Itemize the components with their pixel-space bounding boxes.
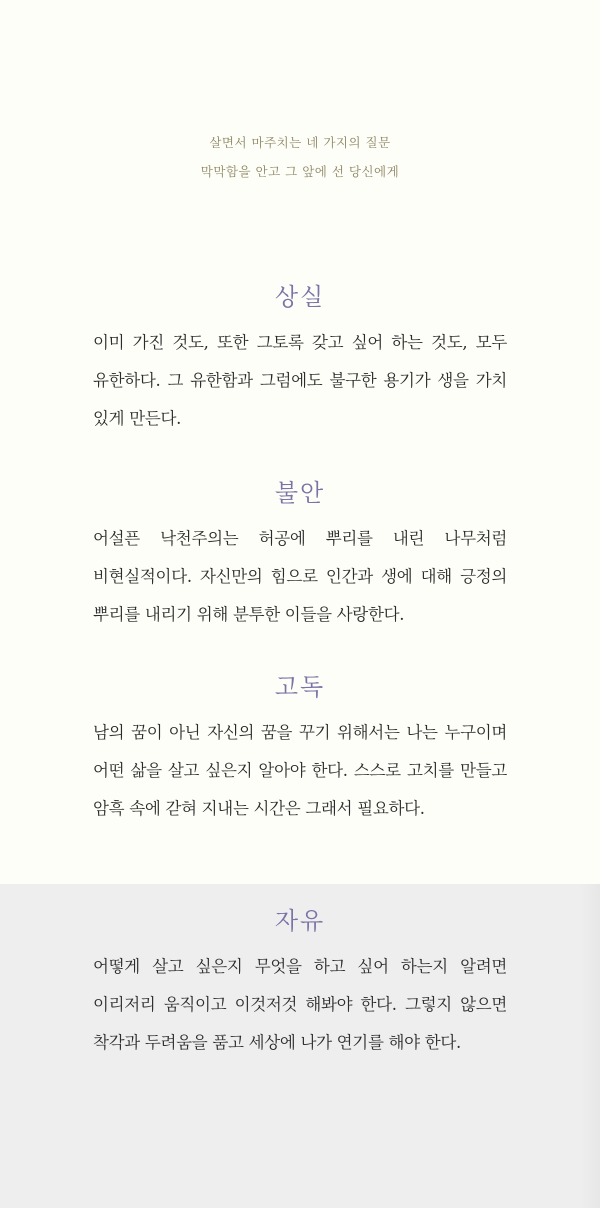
section-body: 어설픈 낙천주의는 허공에 뿌리를 내린 나무처럼 비현실적이다. 자신만의 힘으로 인간과 생에 대해 긍정의 뿌리를 내리기 위해 분투한 이들을 사랑한다. <box>93 529 507 624</box>
section-freedom <box>0 906 600 1062</box>
section-heading: 상실 <box>274 283 326 311</box>
intro-line-2: 막막함을 안고 그 앞에 선 당신에게 <box>200 164 400 179</box>
section-body: 어떻게 살고 싶은지 무엇을 하고 싶어 하는지 알려면 이리저리 움직이고 이것저것 해봐야 한다. 그렇지 않으면 착각과 두려움을 품고 세상에 나가 연기를 해야 한다. <box>93 957 507 1052</box>
section-anxiety <box>0 478 600 634</box>
section-heading: 자유 <box>274 907 326 935</box>
section-body: 남의 꿈이 아닌 자신의 꿈을 꾸기 위해서는 나는 누구이며 어떤 삶을 살고 싶은지 알아야 한다. 스스로 고치를 만들고 암흑 속에 갇혀 지내는 시간은 그래서 필요하다. <box>93 723 507 818</box>
section-heading: 불안 <box>274 479 326 507</box>
intro-text <box>0 128 600 186</box>
intro-line-1: 살면서 마주치는 네 가지의 질문 <box>209 135 391 150</box>
section-heading: 고독 <box>274 673 326 701</box>
section-loss <box>0 282 600 438</box>
section-body: 이미 가진 것도, 또한 그토록 갖고 싶어 하는 것도, 모두 유한하다. 그 유한함과 그럼에도 불구한 용기가 생을 가치 있게 만든다. <box>93 333 507 428</box>
section-solitude <box>0 672 600 828</box>
